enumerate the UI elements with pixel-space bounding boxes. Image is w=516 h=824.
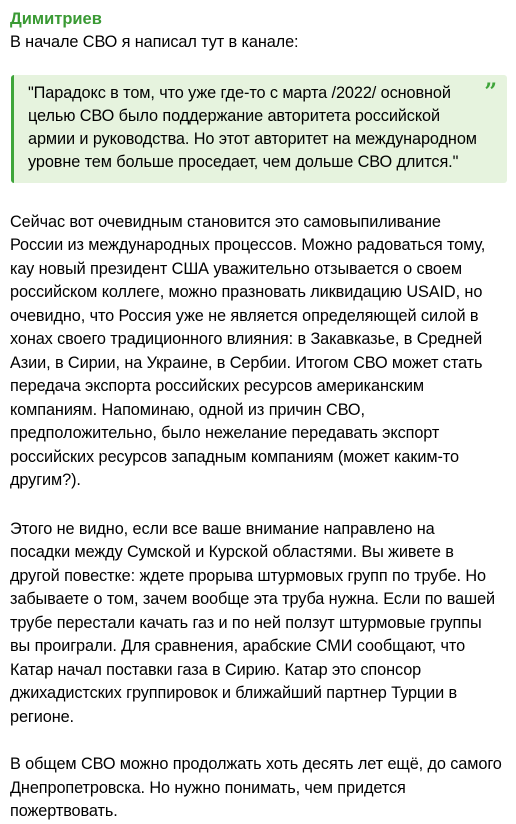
paragraph-3	[10, 753, 506, 824]
blockquote	[11, 75, 507, 183]
closing-quote-icon: ”	[484, 78, 497, 105]
text-line: Сейчас вот очевидным становится это самовыпиливание	[10, 212, 441, 231]
quote-line: целью СВО было поддержание авторитета российской	[28, 106, 441, 125]
paragraph-2	[10, 518, 506, 730]
text-line: предположительно, было нежелание передавать экспорт	[10, 424, 440, 443]
text-line: России из международных процессов. Можно радоваться тому,	[10, 236, 486, 255]
quote-line: "Парадокс в том, что уже где-то с марта /2022/ основной	[28, 83, 451, 102]
paragraph-1	[10, 211, 506, 493]
text-line: посадки между Сумской и Курской областями. Вы живете в	[10, 543, 454, 562]
text-line: забываете о том, зачем вообще эта труба нужна. Если по вашей	[10, 590, 496, 609]
text-line: пожертвовать.	[10, 802, 118, 821]
text-line: трубе перестали качать газ и по ней ползут штурмовые группы	[10, 613, 482, 632]
quote-line: армии и руководства. Но этот авторитет на международном	[28, 130, 477, 149]
intro-text: В начале СВО я написал тут в канале:	[10, 33, 299, 51]
text-line: Катар начал поставки газа в Сирию. Катар это спонсор	[10, 660, 422, 679]
text-line: Азии, в Сирии, на Украине, в Сербии. Итогом СВО может стать	[10, 353, 483, 372]
text-line: российском коллеге, можно празновать ликвидацию USAID, но	[10, 283, 483, 302]
text-line: другой повестке: ждете прорыва штурмовых групп по трубе. Но	[10, 566, 486, 585]
text-line: Днепропетровска. Но нужно понимать, чем придется	[10, 778, 406, 797]
text-line: очевидно, что Россия уже не является определяющей силой в	[10, 306, 479, 325]
text-line: В общем СВО можно продолжать хоть десять лет ещё, до самого	[10, 755, 502, 774]
author-name[interactable]: Димитриев	[10, 10, 102, 28]
text-line: вы проиграли. Для сравнения, арабские СМИ сообщают, что	[10, 637, 466, 656]
text-line: российских ресурсов западным компаниям (может каким-то	[10, 447, 459, 466]
text-line: хонах своего традиционного влияния: в Закавказье, в Средней	[10, 330, 483, 349]
text-line: Этого не видно, если все ваше внимание направлено на	[10, 519, 435, 538]
text-line: кау новый президент США уважительно отзывается о своем	[10, 259, 462, 278]
text-line: джихадистских группировок и ближайший партнер Турции в	[10, 684, 458, 703]
quote-line: уровне тем больше проседает, чем дольше СВО длится."	[28, 153, 459, 172]
text-line: передача экспорта российских ресурсов американским	[10, 377, 425, 396]
text-line: компаниям. Напоминаю, одной из причин СВО,	[10, 400, 365, 419]
text-line: регионе.	[10, 707, 74, 726]
text-line: другим?).	[10, 471, 81, 490]
